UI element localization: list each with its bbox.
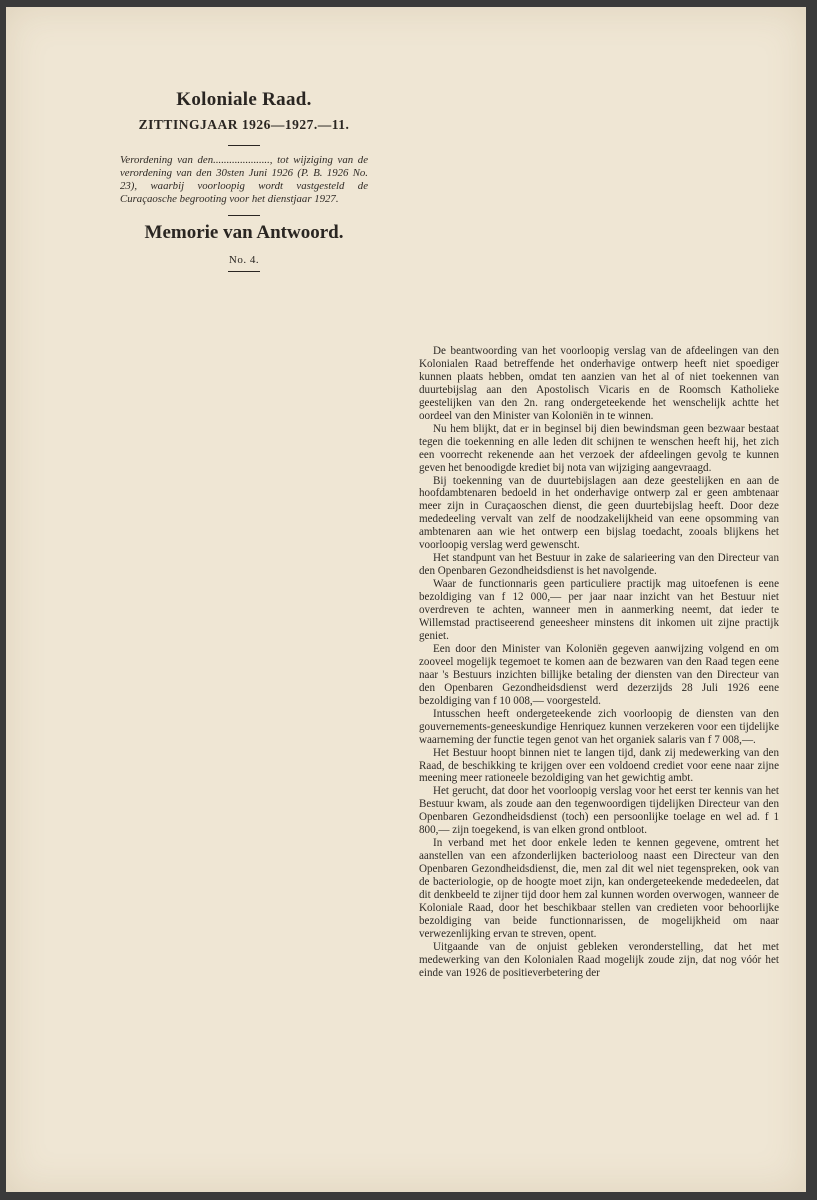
paragraph: Een door den Minister van Koloniën gegeven aanwijzing volgend en om zooveel mogelijk tegemoet te komen aan de bezwaren van den Raad tegen eene naar 's Bestuurs inzichten billijke betaling der diensten van den Directeur van den Openbaren Gezondheidsdienst werd dezerzijds 28 Juli 1926 eene bezoldiging van f 10 008,— voorgesteld.: [419, 642, 779, 707]
divider: [228, 271, 260, 272]
paragraph: Het standpunt van het Bestuur in zake de salarieering van den Directeur van den Openbaren Gezondheidsdienst is het navolgende.: [419, 552, 779, 578]
body-text: [419, 345, 779, 980]
document-title: Memorie van Antwoord.: [144, 222, 344, 243]
session-year: ZITTINGJAAR 1926—1927.—11.: [138, 117, 350, 132]
council-title: Koloniale Raad.: [176, 89, 312, 110]
paragraph: De beantwoording van het voorloopig verslag van de afdeelingen van den Kolonialen Raad betreffende het onderhavige ontwerp heeft niet spoediger kunnen plaats hebben, omdat ten aanzien van het al of niet toekennen van duurtebijslag aan den Apostolisch Vicaris en de Roomsch Katholieke geestelijken van den 2n. rang ondergeteekende het wenschelijk achtte het oordeel van den Minister van Koloniën in te winnen.: [419, 345, 779, 422]
ordinance-description: Verordening van den....................., tot wijziging van de verordening van den 30sten Juni 1926 (P. B. 1926 No. 23), waarbij voorloopig wordt vastgesteld de Curaçaosche begrooting voor het dienstjaar 1927.: [120, 154, 368, 205]
document-number: No. 4.: [228, 254, 260, 266]
paragraph: Waar de functionnaris geen particuliere practijk mag uitoefenen is eene bezoldiging van f 12 000,— per jaar naar inzicht van het Bestuur niet overdreven te achten, wanneer men in aanmerking neemt, dat ieder te Willemstad practiseerend geneesheer minstens dit inkomen uit zijne practijk geniet.: [419, 578, 779, 642]
paragraph: In verband met het door enkele leden te kennen gegevene, omtrent het aanstellen van een afzonderlijken bacterioloog naast een Directeur van den Openbaren Gezondheidsdienst, die, men zal dit wel niet tegenspreken, ook van de bacteriologie, op de hoogte moet zijn, kan ondergeteekende mededeelen, dat dit denkbeeld te zijner tijd door hem zal kunnen worden overwogen, wanneer de Koloniale Raad, door het beschikbaar stellen van credieten voor behoorlijke bezoldiging van beide functionnarissen, de mogelijkheid om naar verwezenlijking ervan te streven, opent.: [419, 837, 779, 940]
divider: [228, 215, 260, 216]
document-header: [118, 89, 370, 272]
paragraph: Nu hem blijkt, dat er in beginsel bij dien bewindsman geen bezwaar bestaat tegen die toekenning en alle leden dit schijnen te wenschen heeft hij, het zich een voorrecht rekenende aan het verzoek der afdeelingen gevolg te kunnen geven het benoodigde krediet bij nota van wijziging aangevraagd.: [419, 422, 779, 474]
paragraph: Uitgaande van de onjuist gebleken veronderstelling, dat het met medewerking van den Kolonialen Raad mogelijk zoude zijn, dat nog vóór het einde van 1926 de positieverbetering der: [419, 940, 779, 979]
paragraph: Het Bestuur hoopt binnen niet te langen tijd, dank zij medewerking van den Raad, de beschikking te krijgen over een voldoend crediet voor eene naar zijne meening meer rationeele bezoldiging van het gewichtig ambt.: [419, 746, 779, 785]
paragraph: Bij toekenning van de duurtebijslagen aan deze geestelijken en aan de hoofdambtenaren bedoeld in het onderhavige ontwerp zal er geen ambtenaar meer zijn in Curaçaoschen dienst, die geen duurtebijslag heeft. Door deze mededeeling vervalt van zelf de noodzakelijkheid van eene opsomming van ambtenaren aan wie het ontwerp een bijslag toedacht, zooals blijkens het voorloopig verslag werd gewenscht.: [419, 474, 779, 552]
paragraph: Intusschen heeft ondergeteekende zich voorloopig de diensten van den gouvernements-geneeskundige Henriquez kunnen verzekeren voor een tijdelijke waarneming der functie tegen genot van het organiek salaris van f 7 008,—.: [419, 707, 779, 746]
paragraph: Het gerucht, dat door het voorloopig verslag voor het eerst ter kennis van het Bestuur kwam, als zoude aan den tegenwoordigen tijdelijken Directeur van den Openbaren Gezondheidsdienst (toch) een persoonlijke toelage en wel ad. f 1 800,— zijn toegekend, is van elken grond ontbloot.: [419, 785, 779, 837]
divider: [228, 145, 260, 146]
document-page: [6, 7, 806, 1192]
